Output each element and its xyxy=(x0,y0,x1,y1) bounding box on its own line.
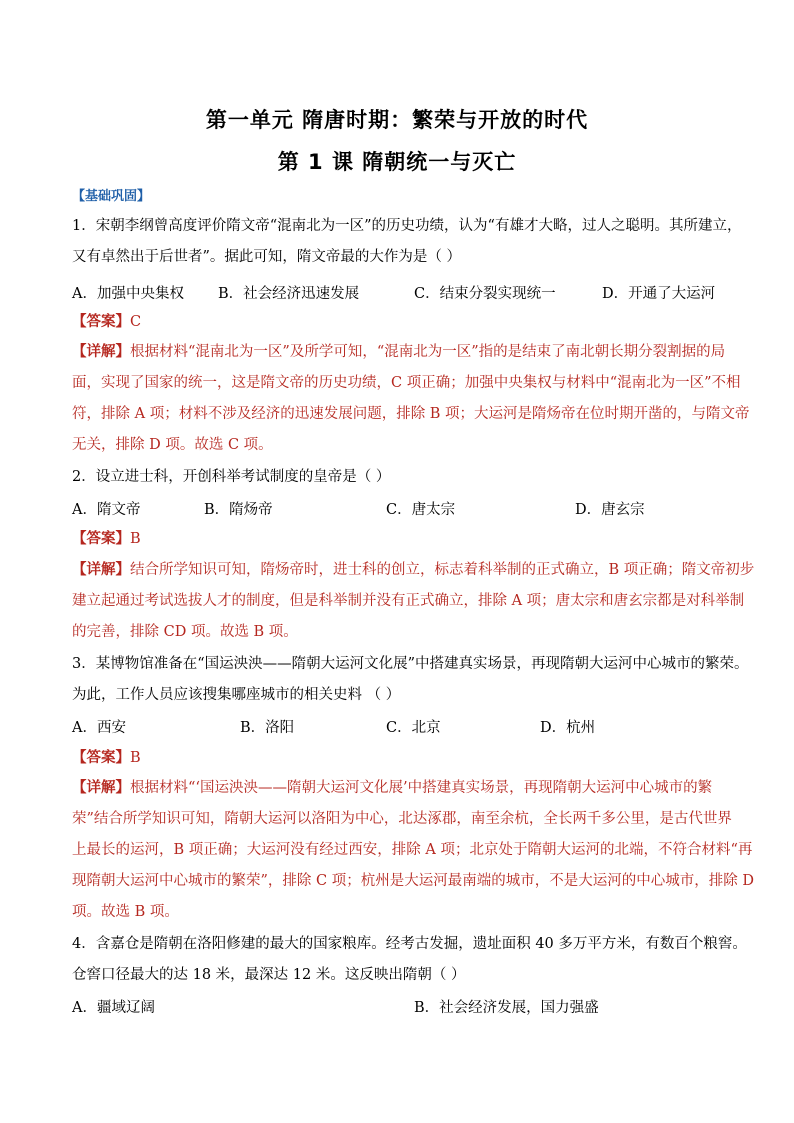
q2-option-d: D．唐玄宗 xyxy=(575,502,645,518)
detail-label: 【详解】 xyxy=(72,344,130,360)
q3-option-b: B．洛阳 xyxy=(240,720,295,736)
q3-answer xyxy=(72,748,732,768)
question-4-line-1: 4．含嘉仓是隋朝在洛阳修建的最大的国家粮库。经考古发掘，遗址面积 40 多万平方米，有数百个粮窖。 xyxy=(72,936,747,952)
q1-option-d: D．开通了大运河 xyxy=(602,286,716,302)
lesson-title: 第 1 课 隋朝统一与灭亡 xyxy=(277,150,517,174)
answer-value: B xyxy=(130,750,141,766)
question-1-line-2: 又有卓然出于后世者”。据此可知，隋文帝最的大作为是（ ） xyxy=(72,249,462,265)
q3-detail-line-1 xyxy=(72,778,732,798)
q4-option-b: B．社会经济发展，国力强盛 xyxy=(414,1000,599,1016)
question-3-line-2: 为此，工作人员应该搜集哪座城市的相关史料 （ ） xyxy=(72,687,401,703)
detail-label: 【详解】 xyxy=(72,562,130,578)
q3-detail-line-4: 现隋朝大运河中心城市的繁荣”，排除 C 项；杭州是大运河最南端的城市，不是大运河的中心城市，排除 D xyxy=(72,873,754,889)
q3-detail-line-2: 荣”结合所学知识可知，隋朝大运河以洛阳为中心，北达涿郡，南至余杭，全长两千多公里，是古代世界 xyxy=(72,811,732,827)
question-3-line-1: 3．某博物馆准备在“国运泱泱——隋朝大运河文化展”中搭建真实场景，再现隋朝大运河中心城市的繁荣。 xyxy=(72,656,749,672)
answer-label: 【答案】 xyxy=(72,531,130,547)
answer-label: 【答案】 xyxy=(72,750,130,766)
q2-option-b: B．隋炀帝 xyxy=(204,502,273,518)
answer-value: B xyxy=(130,531,141,547)
q2-answer xyxy=(72,529,732,549)
q2-option-c: C．唐太宗 xyxy=(386,502,456,518)
q4-option-a: A．疆域辽阔 xyxy=(72,1000,155,1016)
detail-text: 根据材料“‘国运泱泱——隋朝大运河文化展’中搭建真实场景，再现隋朝大运河中心城市的繁 xyxy=(130,780,713,796)
question-4-line-2: 仓窖口径最大的达 18 米，最深达 12 米。这反映出隋朝（ ） xyxy=(72,967,466,983)
q2-detail-line-2: 建立起通过考试选拔人才的制度，但是科举制并没有正式确立，排除 A 项；唐太宗和唐玄宗都是对科举制 xyxy=(72,593,745,609)
question-2-line-1: 2．设立进士科，开创科举考试制度的皇帝是（ ） xyxy=(72,469,391,485)
q1-detail-line-4: 无关，排除 D 项。故选 C 项。 xyxy=(72,437,273,453)
section-heading: 【基础巩固】 xyxy=(72,189,151,204)
q3-option-c: C．北京 xyxy=(386,720,441,736)
q1-detail-line-1 xyxy=(72,342,732,362)
q3-option-d: D．杭州 xyxy=(540,720,596,736)
detail-label: 【详解】 xyxy=(72,780,130,796)
q2-detail-line-1 xyxy=(72,560,755,580)
q1-answer xyxy=(72,312,732,332)
q1-option-a: A．加强中央集权 xyxy=(72,286,184,302)
q2-detail-line-3: 的完善，排除 CD 项。故选 B 项。 xyxy=(72,624,298,640)
detail-text: 根据材料“混南北为一区”及所学可知，“混南北为一区”指的是结束了南北朝长期分裂割据的局 xyxy=(130,344,726,360)
q1-detail-line-3: 符，排除 A 项；材料不涉及经济的迅速发展问题，排除 B 项；大运河是隋炀帝在位时期开凿的，与隋文帝 xyxy=(72,406,750,422)
q3-detail-line-5: 项。故选 B 项。 xyxy=(72,904,179,920)
q2-option-a: A．隋文帝 xyxy=(72,502,141,518)
answer-label: 【答案】 xyxy=(72,314,130,330)
q1-option-c: C．结束分裂实现统一 xyxy=(414,286,556,302)
detail-text: 结合所学知识可知，隋炀帝时，进士科的创立，标志着科举制的正式确立，B 项正确；隋文帝初步 xyxy=(130,562,755,578)
q1-detail-line-2: 面，实现了国家的统一，这是隋文帝的历史功绩，C 项正确；加强中央集权与材料中“混南北为一区”不相 xyxy=(72,375,741,391)
q3-detail-line-3: 上最长的运河，B 项正确；大运河没有经过西安，排除 A 项；北京处于隋朝大运河的北端，不符合材料“再 xyxy=(72,842,753,858)
q1-option-b: B．社会经济迅速发展 xyxy=(218,286,360,302)
q3-option-a: A．西安 xyxy=(72,720,126,736)
question-1-line-1: 1．宋朝李纲曾高度评价隋文帝“混南北为一区”的历史功绩，认为“有雄才大略，过人之聪明。其所建立， xyxy=(72,218,742,234)
answer-value: C xyxy=(130,314,142,330)
unit-title: 第一单元 隋唐时期：繁荣与开放的时代 xyxy=(205,108,589,132)
